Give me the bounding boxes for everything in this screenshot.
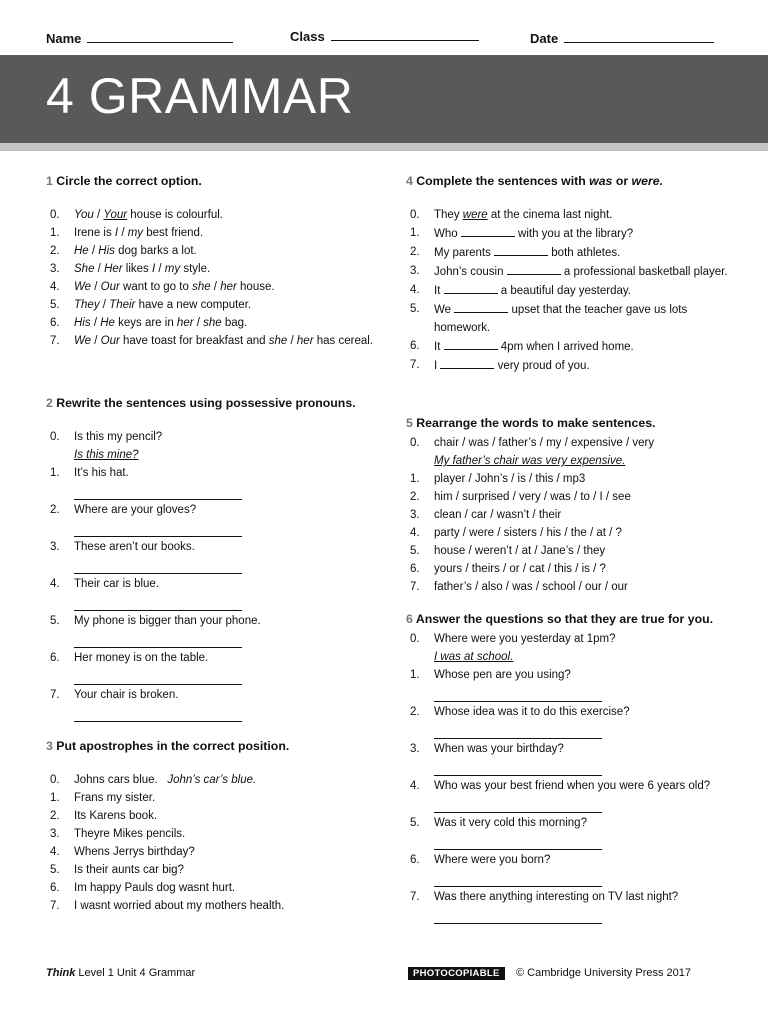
fill-in-blank[interactable] xyxy=(440,356,494,369)
answer-line[interactable] xyxy=(74,667,242,685)
exercise-3-item: 1. Frans my sister. xyxy=(50,792,156,804)
class-label: Class xyxy=(290,29,325,44)
exercise-2-items xyxy=(46,464,376,722)
exercise-5-item: 3. clean / car / wasn’t / their xyxy=(410,509,562,521)
exercise-5-item: 2. him / surprised / very / was / to / I / see xyxy=(410,491,631,503)
answer-line[interactable] xyxy=(434,869,602,887)
exercise-2-item: 6. Her money is on the table. xyxy=(46,649,376,685)
exercise-4-item: 4. It a beautiful day yesterday. xyxy=(406,281,736,300)
name-blank[interactable] xyxy=(87,28,233,43)
student-info-row xyxy=(0,28,768,50)
exercise-1-item: 5. They / Their have a new computer. xyxy=(50,299,252,311)
fill-in-blank[interactable] xyxy=(444,281,498,294)
exercise-6-example: 0. Where were you yesterday at 1pm? I was at school. xyxy=(410,633,616,663)
exercise-4-heading: 4 Complete the sentences with was or were. xyxy=(406,174,663,188)
exercise-1-heading: 1 Circle the correct option. xyxy=(46,174,202,188)
exercise-5-item: 0. chair / was / father’s / my / expensive / very My father’s chair was very expensive. xyxy=(410,437,655,467)
exercise-2-item: 2. Where are your gloves? xyxy=(46,501,376,537)
exercise-5-item: 7. father’s / also / was / school / our / our xyxy=(410,581,628,593)
photocopiable-badge: PHOTOCOPIABLE xyxy=(408,967,505,980)
exercise-5-item: 6. yours / theirs / or / cat / this / is / ? xyxy=(410,563,606,575)
exercise-1-item: 2. He / His dog barks a lot. xyxy=(50,245,197,257)
exercise-2-item: 3. These aren’t our books. xyxy=(46,538,376,574)
exercise-3-heading: 3 Put apostrophes in the correct position. xyxy=(46,739,290,753)
exercise-6-item: 2. Whose idea was it to do this exercise? xyxy=(406,703,736,739)
date-label: Date xyxy=(530,31,559,46)
answer-line[interactable] xyxy=(434,758,602,776)
exercise-1-items xyxy=(46,206,376,350)
exercise-6-item: 1. Whose pen are you using? xyxy=(406,666,736,702)
left-column xyxy=(46,172,376,915)
exercise-6-item: 5. Was it very cold this morning? xyxy=(406,814,736,850)
exercise-4-item: 7. I very proud of you. xyxy=(406,356,736,375)
exercise-3-item: 0. Johns cars blue. John’s car’s blue. xyxy=(50,774,257,786)
answer-line[interactable] xyxy=(434,721,602,739)
exercise-3-item: 7. I wasnt worried about my mothers health. xyxy=(50,900,285,912)
exercise-5-item: 4. party / were / sisters / his / the / at / ? xyxy=(410,527,622,539)
exercise-4-item: 0. They were at the cinema last night. xyxy=(410,209,613,221)
exercise-3-items xyxy=(46,771,376,915)
exercise-4-item: 2. My parents both athletes. xyxy=(406,243,736,262)
exercise-5 xyxy=(406,414,736,610)
date-blank[interactable] xyxy=(564,28,714,43)
page-footer xyxy=(46,967,706,983)
exercise-1-item: 4. We / Our want to go to she / her house. xyxy=(50,281,275,293)
exercise-4-item: 3. John’s cousin a professional basketball player. xyxy=(406,262,736,281)
name-label: Name xyxy=(46,31,82,46)
answer-line[interactable] xyxy=(74,593,242,611)
answer-line[interactable] xyxy=(434,795,602,813)
page-title: 4 GRAMMAR xyxy=(46,68,354,124)
class-field[interactable] xyxy=(290,26,479,44)
answer-line[interactable] xyxy=(434,684,602,702)
exercise-6-item: 7. Was there anything interesting on TV last night? xyxy=(406,888,736,924)
exercise-3-item: 3. Theyre Mikes pencils. xyxy=(50,828,186,840)
exercise-5-item: 5. house / weren’t / at / Jane’s / they xyxy=(410,545,606,557)
exercise-2 xyxy=(46,394,376,737)
exercise-2-item: 5. My phone is bigger than your phone. xyxy=(46,612,376,648)
title-banner xyxy=(0,55,768,151)
exercise-5-heading: 5 Rearrange the words to make sentences. xyxy=(406,416,656,430)
fill-in-blank[interactable] xyxy=(454,300,508,313)
exercise-6-item: 3. When was your birthday? xyxy=(406,740,736,776)
exercise-1-item: 1. Irene is I / my best friend. xyxy=(50,227,204,239)
exercise-3-item: 5. Is their aunts car big? xyxy=(50,864,184,876)
exercise-6-heading: 6 Answer the questions so that they are true for you. xyxy=(406,612,714,626)
answer-line[interactable] xyxy=(434,906,602,924)
exercise-6-item: 6. Where were you born? xyxy=(406,851,736,887)
exercise-2-item: 4. Their car is blue. xyxy=(46,575,376,611)
exercise-4-item: 6. It 4pm when I arrived home. xyxy=(406,337,736,356)
exercise-4 xyxy=(406,172,736,414)
exercise-1-item: 3. She / Her likes I / my style. xyxy=(50,263,211,275)
fill-in-blank[interactable] xyxy=(461,224,515,237)
exercise-1-item: 7. We / Our have toast for breakfast and she / her has cereal. xyxy=(50,335,373,347)
exercise-4-item: 5. We upset that the teacher gave us lots homework. xyxy=(406,300,736,337)
exercise-5-items xyxy=(406,434,736,596)
exercise-5-item: 1. player / John’s / is / this / mp3 xyxy=(410,473,586,485)
name-field[interactable] xyxy=(46,28,233,46)
footer-book-info: Think Level 1 Unit 4 Grammar xyxy=(46,967,196,979)
answer-line[interactable] xyxy=(74,704,242,722)
exercise-2-item: 7. Your chair is broken. xyxy=(46,686,376,722)
exercise-4-item: 1. Who with you at the library? xyxy=(406,224,736,243)
exercise-6 xyxy=(406,610,736,924)
fill-in-blank[interactable] xyxy=(507,262,561,275)
copyright-text: © Cambridge University Press 2017 xyxy=(516,967,692,979)
fill-in-blank[interactable] xyxy=(494,243,548,256)
exercise-2-heading: 2 Rewrite the sentences using possessive pronouns. xyxy=(46,396,356,410)
date-field[interactable] xyxy=(530,28,714,46)
answer-line[interactable] xyxy=(74,556,242,574)
fill-in-blank[interactable] xyxy=(444,337,498,350)
right-column xyxy=(406,172,736,925)
exercise-6-items xyxy=(406,666,736,924)
answer-line[interactable] xyxy=(74,630,242,648)
exercise-1-item: 6. His / He keys are in her / she bag. xyxy=(50,317,248,329)
exercise-6-item: 4. Who was your best friend when you were 6 years old? xyxy=(406,777,736,813)
exercise-1 xyxy=(46,172,376,394)
exercise-6-example-answer: I was at school. xyxy=(434,651,514,663)
exercise-3-item: 2. Its Karens book. xyxy=(50,810,158,822)
answer-line[interactable] xyxy=(434,832,602,850)
exercise-3 xyxy=(46,737,376,915)
exercise-3-item: 6. Im happy Pauls dog wasnt hurt. xyxy=(50,882,236,894)
exercise-2-example: 0. Is this my pencil? Is this mine? xyxy=(50,431,163,461)
exercise-2-item: 1. It’s his hat. xyxy=(46,464,376,500)
exercise-3-item: 4. Whens Jerrys birthday? xyxy=(50,846,195,858)
answer-line[interactable] xyxy=(74,482,242,500)
exercise-4-items xyxy=(406,206,736,375)
class-blank[interactable] xyxy=(331,26,479,41)
answer-line[interactable] xyxy=(74,519,242,537)
exercise-1-item: 0. You / Your house is colourful. xyxy=(50,209,223,221)
exercise-2-example-answer: Is this mine? xyxy=(74,449,139,461)
